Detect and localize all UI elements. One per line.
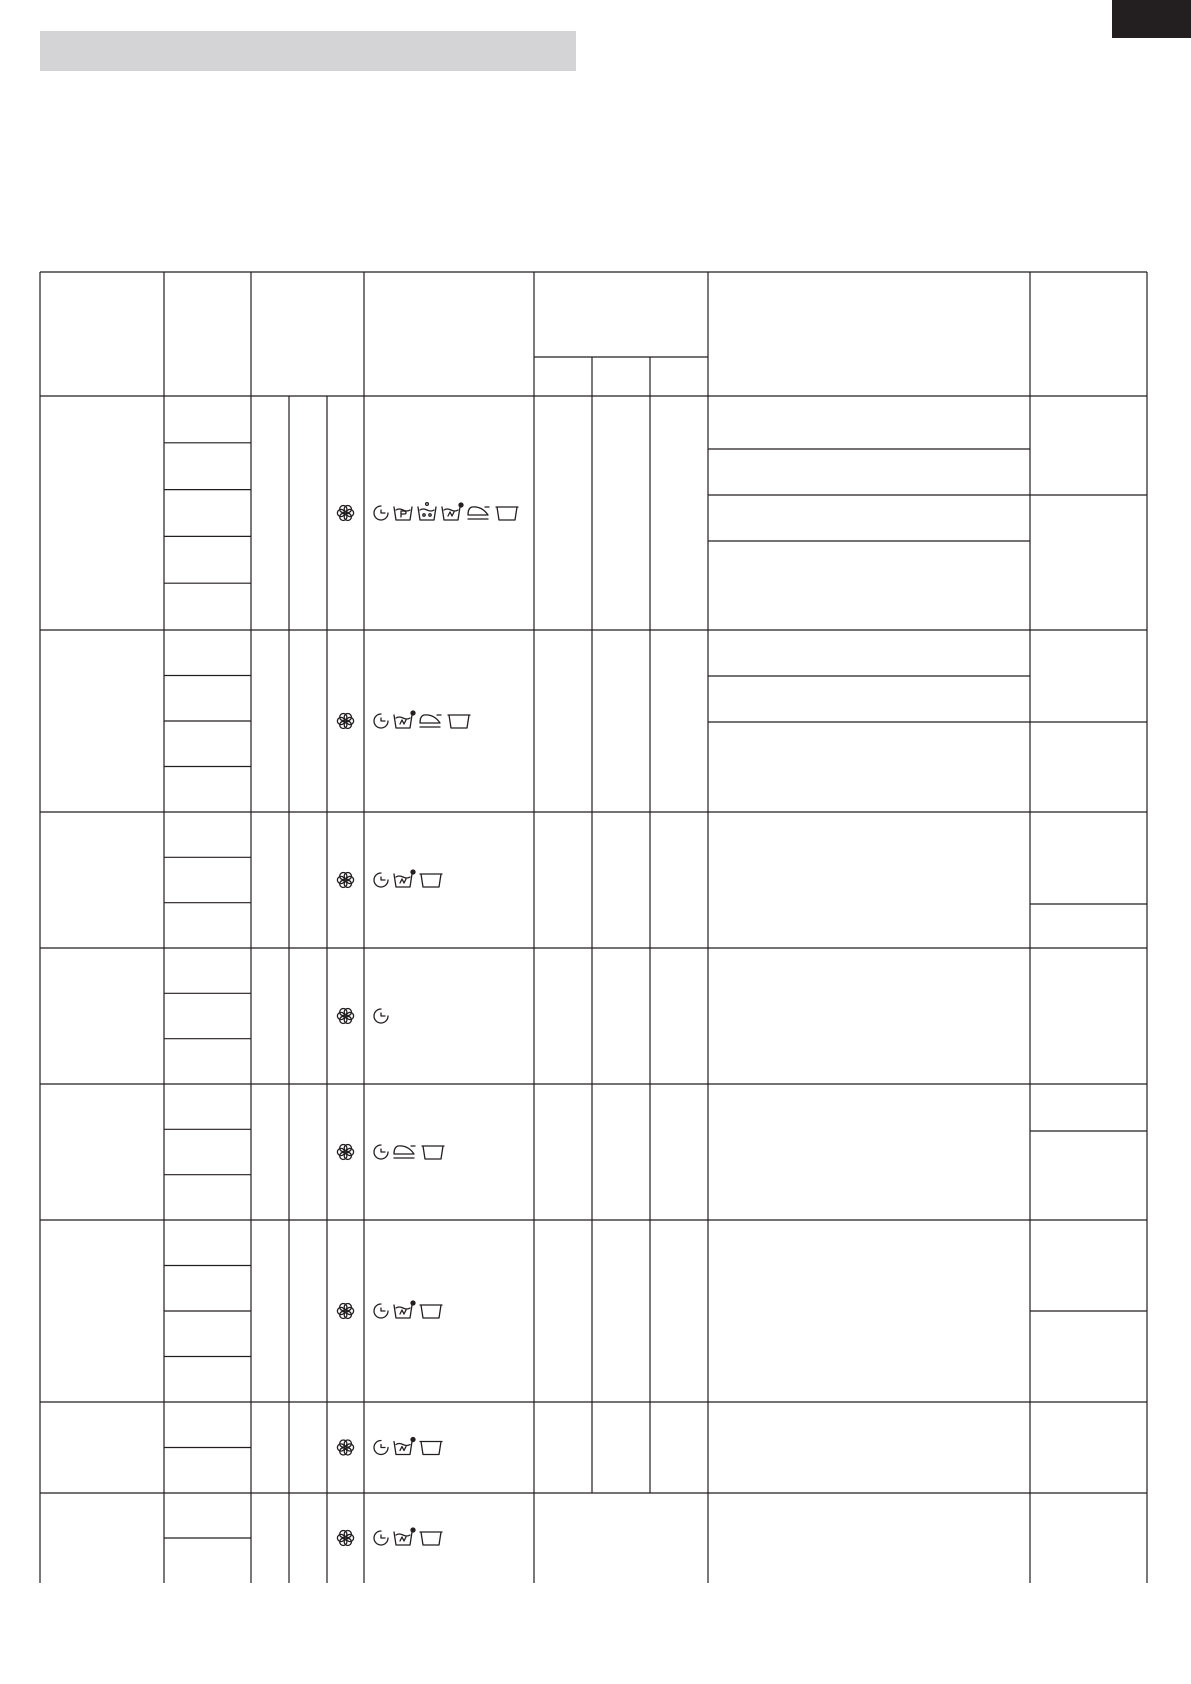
timer-icon bbox=[374, 1009, 388, 1023]
iron-icon bbox=[394, 1146, 415, 1158]
rinse-tub-icon bbox=[394, 711, 415, 728]
basin-icon bbox=[420, 1532, 442, 1545]
timer-icon bbox=[374, 1531, 388, 1545]
iron-icon bbox=[468, 507, 489, 519]
rinse-tub-icon bbox=[394, 870, 415, 887]
flower-icon bbox=[337, 1531, 353, 1546]
flower-icon bbox=[337, 1304, 353, 1319]
rinse-tub-icon bbox=[394, 1528, 415, 1545]
timer-icon bbox=[374, 714, 388, 728]
rinse-tub-icon bbox=[394, 1301, 415, 1318]
timer-icon bbox=[374, 873, 388, 887]
flower-icon bbox=[337, 1009, 353, 1024]
iron-icon bbox=[420, 715, 441, 727]
timer-icon bbox=[374, 1441, 388, 1455]
flower-icon bbox=[337, 714, 353, 729]
table-rules bbox=[40, 272, 1147, 1583]
basin-icon bbox=[420, 1305, 442, 1318]
basin-icon bbox=[448, 715, 470, 728]
basin-icon bbox=[420, 1442, 442, 1455]
flower-icon bbox=[337, 873, 353, 888]
timer-icon bbox=[374, 506, 388, 520]
intensive-tub-icon bbox=[418, 503, 436, 520]
flower-icon bbox=[337, 506, 353, 521]
rinse-tub-icon bbox=[394, 1438, 415, 1455]
timer-icon bbox=[374, 1145, 388, 1159]
rinse-tub-icon bbox=[442, 503, 463, 520]
timer-icon bbox=[374, 1304, 388, 1318]
basin-icon bbox=[496, 507, 518, 520]
basin-icon bbox=[422, 1146, 444, 1159]
flower-icon bbox=[337, 1145, 353, 1160]
prewash-tub-icon bbox=[394, 507, 412, 520]
flower-icon bbox=[337, 1440, 353, 1455]
basin-icon bbox=[420, 874, 442, 887]
